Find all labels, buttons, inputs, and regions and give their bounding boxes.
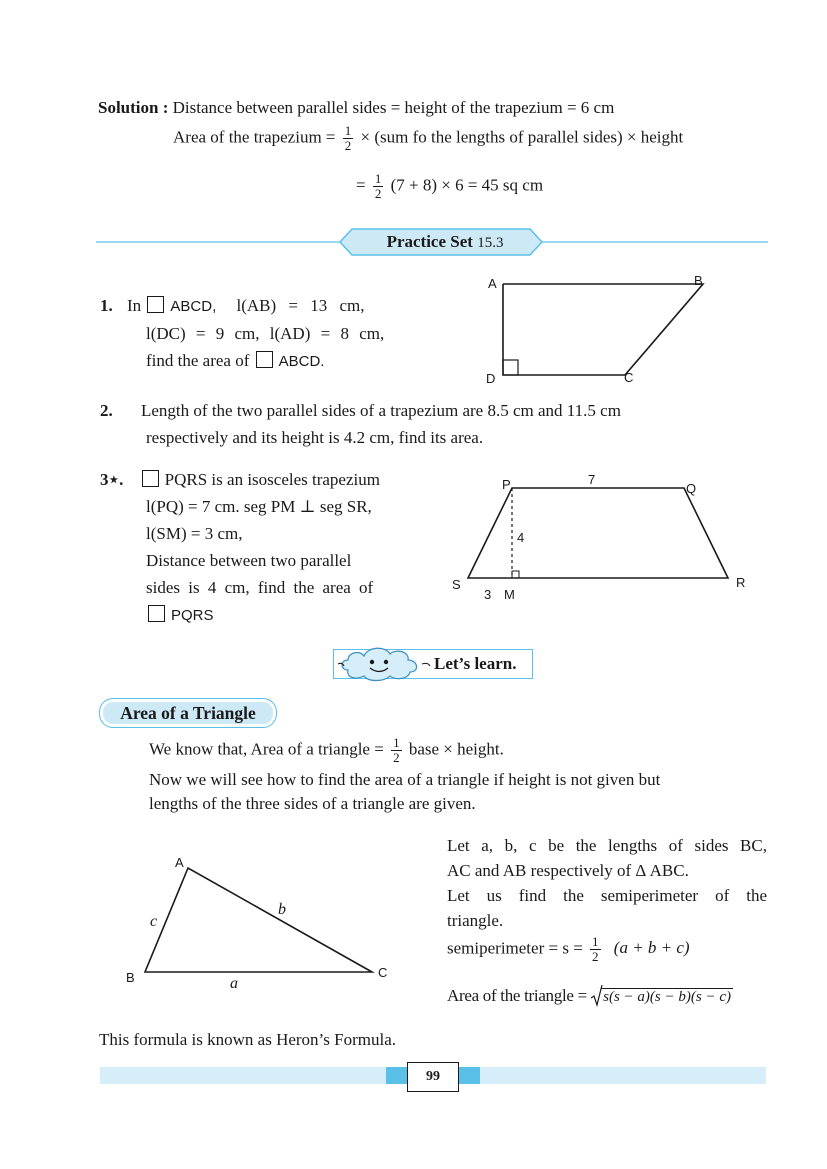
vertex-label-p: P (502, 477, 511, 492)
q3-text: l(PQ) = 7 cm. seg PM ⊥ seg SR, (146, 497, 372, 516)
practice-set-number: 15.3 (477, 235, 504, 251)
para-1-text-b: base × height. (408, 739, 504, 759)
right-column (447, 833, 767, 933)
trapezium-pqrs (468, 488, 728, 578)
right-angle-mark (512, 571, 519, 578)
quadrilateral-symbol-icon (256, 351, 273, 368)
q1-text: l(DC) = 9 cm, l(AD) = 8 cm, (146, 324, 385, 343)
vertex-label-a: A (175, 855, 184, 870)
right-text-4: triangle. (447, 911, 504, 930)
page-number: 99 (407, 1062, 459, 1092)
para-2-line-2: lengths of the three sides of a triangle are given. (149, 794, 476, 813)
vertex-label-b: B (126, 970, 135, 985)
q1-text: ABCD, (170, 298, 217, 315)
question-number: 2. (100, 401, 113, 420)
solution-text-2b: × (sum fo the lengths of parallel sides) × height (360, 127, 684, 147)
semiperimeter-label: semiperimeter = s = (447, 938, 583, 958)
vertex-label-s: S (452, 577, 461, 592)
figure-pqrs (446, 468, 756, 608)
solution-text-3b: (7 + 8) × 6 = 45 sq cm (390, 175, 544, 195)
vertex-label-r: R (736, 575, 746, 590)
q3-text: PQRS is an isosceles trapezium (164, 470, 380, 489)
question-1 (100, 292, 420, 375)
q2-text: Length of the two parallel sides of a trapezium are 8.5 cm and 11.5 cm (141, 401, 621, 420)
section-title: Area of a Triangle (99, 698, 277, 728)
quadrilateral-symbol-icon (142, 470, 159, 487)
solution-label: Solution : (98, 98, 169, 117)
para-2-line-1: Now we will see how to find the area of a triangle if height is not given but (149, 770, 661, 789)
length-label-sm: 3 (484, 587, 492, 602)
quadrilateral-symbol-icon (148, 605, 165, 622)
heron-area-formula (447, 986, 733, 1006)
right-text-1: Let a, b, c be the lengths of sides BC, (447, 836, 767, 855)
figure-triangle-abc (120, 850, 410, 1000)
heron-statement: This formula is known as Heron’s Formula. (99, 1030, 396, 1049)
vertex-label-b: B (694, 273, 703, 288)
right-text-3: Let us find the semiperimeter of the (447, 886, 767, 905)
q3-text: Distance between two parallel (146, 551, 352, 570)
side-label-b: b (278, 901, 286, 918)
q3-text: PQRS (171, 607, 214, 624)
semiperimeter-expression: (a + b + c) (613, 938, 690, 958)
para-1 (149, 736, 504, 765)
side-label-a: a (230, 975, 238, 992)
solution-line-3 (356, 172, 543, 201)
question-number: 3⋆. (100, 470, 124, 489)
vertex-label-c: C (624, 370, 634, 385)
fraction-half: $\frac{1}{2}$ (592, 934, 599, 964)
q1-text: find the area of (146, 351, 250, 370)
side-label-c: c (150, 913, 158, 930)
vertex-label-d: D (486, 371, 496, 386)
area-expression: s(s − a)(s − b)(s − c) (603, 989, 731, 1005)
quadrilateral-symbol-icon (147, 296, 164, 313)
q1-text: l(AB) = 13 cm, (236, 296, 365, 315)
vertex-label-m: M (504, 587, 515, 602)
q3-text: l(SM) = 3 cm, (146, 524, 243, 543)
right-angle-mark (503, 360, 518, 375)
vertex-label-q: Q (686, 481, 697, 496)
length-label-pq: 7 (588, 472, 596, 487)
practice-set-label: Practice Set (386, 232, 473, 251)
solution-text-2a: Area of the trapezium = (173, 127, 336, 147)
cloud-icon (336, 644, 436, 684)
fraction-half: $\frac{1}{2}$ (393, 735, 400, 765)
q2-text: respectively and its height is 4.2 cm, find its area. (146, 428, 484, 447)
para-1-text-a: We know that, Area of a triangle = (149, 739, 384, 759)
semiperimeter-formula (447, 935, 690, 964)
question-2 (100, 397, 770, 451)
question-3 (100, 466, 424, 629)
solution-text-3a: = (356, 175, 366, 195)
q1-text: ABCD. (278, 353, 325, 370)
radical-sign-icon (591, 984, 603, 1008)
vertex-label-c: C (378, 965, 388, 980)
practice-set-title (340, 232, 550, 252)
triangle-abc (145, 868, 372, 972)
solution-line-1 (98, 98, 614, 118)
vertex-label-a: A (488, 276, 497, 291)
length-label-height: 4 (517, 530, 525, 545)
solution-text-1: Distance between parallel sides = height of the trapezium = 6 cm (172, 98, 615, 117)
fraction-half: $\frac{1}{2}$ (344, 123, 352, 153)
right-text-2: AC and AB respectively of Δ ABC. (447, 861, 689, 880)
q1-text: In (127, 296, 142, 315)
question-number: 1. (100, 296, 113, 315)
area-label: Area of the triangle = (447, 986, 587, 1005)
solution-line-2 (173, 124, 683, 153)
lets-learn-label: Let’s learn. (434, 654, 517, 673)
square-root (591, 986, 733, 1006)
fraction-half: $\frac{1}{2}$ (374, 171, 382, 201)
quadrilateral-abcd (503, 284, 703, 375)
figure-abcd (480, 272, 720, 390)
q3-text: sides is 4 cm, find the area of (146, 578, 374, 597)
